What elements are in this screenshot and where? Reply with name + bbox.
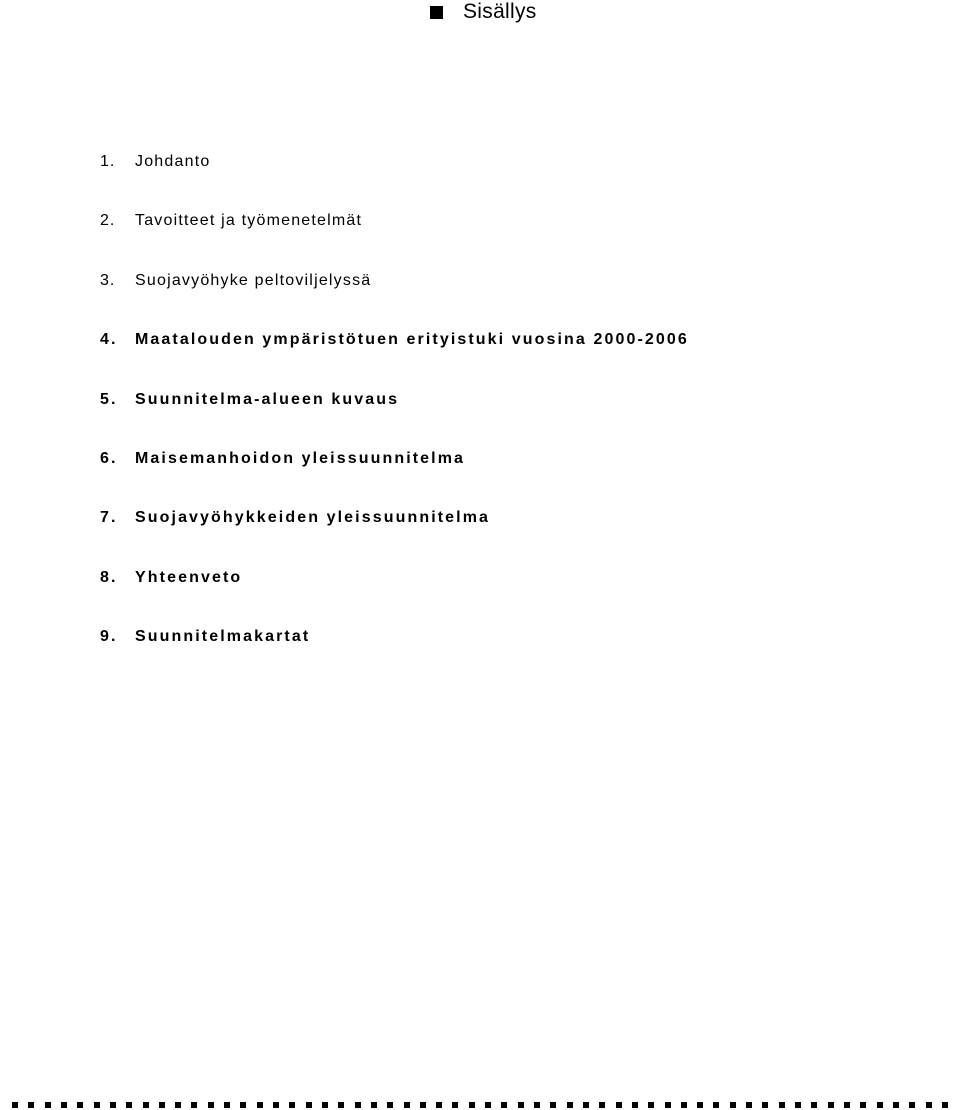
border-dot <box>616 1102 622 1108</box>
page-header <box>430 0 537 24</box>
border-dot <box>648 1102 654 1108</box>
border-dot <box>583 1102 589 1108</box>
toc-text: Suojavyöhyke peltoviljelyssä <box>135 271 372 289</box>
border-dot <box>567 1102 573 1108</box>
toc-number: 3. <box>100 271 116 289</box>
border-dot <box>240 1102 246 1108</box>
toc-item-9[interactable] <box>100 624 689 683</box>
toc-item-4[interactable] <box>100 327 689 386</box>
border-dot <box>697 1102 703 1108</box>
dotted-bottom-border <box>0 1102 960 1108</box>
toc-item-1[interactable] <box>100 149 689 208</box>
border-dot <box>371 1102 377 1108</box>
border-dot <box>795 1102 801 1108</box>
toc-item-8[interactable] <box>100 565 689 624</box>
border-dot <box>811 1102 817 1108</box>
border-dot <box>730 1102 736 1108</box>
square-bullet-icon <box>430 6 443 19</box>
toc-text: Yhteenveto <box>135 568 243 586</box>
toc-item-7[interactable] <box>100 505 689 564</box>
toc-text: Maisemanhoidon yleissuunnitelma <box>135 449 466 467</box>
border-dot <box>860 1102 866 1108</box>
border-dot <box>746 1102 752 1108</box>
border-dot <box>94 1102 100 1108</box>
border-dot <box>713 1102 719 1108</box>
border-dot <box>436 1102 442 1108</box>
toc-item-3[interactable] <box>100 268 689 327</box>
toc-number: 5. <box>100 390 118 408</box>
border-dot <box>159 1102 165 1108</box>
border-dot <box>632 1102 638 1108</box>
toc-text: Suojavyöhykkeiden yleissuunnitelma <box>135 509 491 527</box>
border-dot <box>926 1102 932 1108</box>
border-dot <box>501 1102 507 1108</box>
border-dot <box>844 1102 850 1108</box>
border-dot <box>208 1102 214 1108</box>
border-dot <box>779 1102 785 1108</box>
toc-number: 1. <box>100 153 116 170</box>
border-dot <box>534 1102 540 1108</box>
border-dot <box>175 1102 181 1108</box>
toc-number: 7. <box>100 509 118 527</box>
border-dot <box>387 1102 393 1108</box>
border-dot <box>909 1102 915 1108</box>
toc-number: 4. <box>100 331 118 349</box>
border-dot <box>12 1102 18 1108</box>
toc-number: 9. <box>100 628 118 646</box>
toc-item-5[interactable] <box>100 387 689 446</box>
table-of-contents <box>100 149 689 684</box>
border-dot <box>191 1102 197 1108</box>
toc-text: Suunnitelma-alueen kuvaus <box>135 390 400 408</box>
toc-number: 6. <box>100 449 118 467</box>
border-dot <box>877 1102 883 1108</box>
border-dot <box>665 1102 671 1108</box>
toc-text: Suunnitelmakartat <box>135 628 311 646</box>
border-dot <box>77 1102 83 1108</box>
border-dot <box>143 1102 149 1108</box>
border-dot <box>942 1102 948 1108</box>
border-dot <box>469 1102 475 1108</box>
border-dot <box>273 1102 279 1108</box>
border-dot <box>355 1102 361 1108</box>
border-dot <box>110 1102 116 1108</box>
toc-text: Johdanto <box>135 153 211 170</box>
border-dot <box>828 1102 834 1108</box>
border-dot <box>550 1102 556 1108</box>
toc-number: 8. <box>100 568 118 586</box>
border-dot <box>518 1102 524 1108</box>
border-dot <box>762 1102 768 1108</box>
toc-item-2[interactable] <box>100 208 689 267</box>
border-dot <box>338 1102 344 1108</box>
toc-item-6[interactable] <box>100 446 689 505</box>
toc-text: Tavoitteet ja työmenetelmät <box>135 212 363 230</box>
border-dot <box>404 1102 410 1108</box>
toc-text: Maatalouden ympäristötuen erityistuki vuosina 2000-2006 <box>135 331 689 349</box>
border-dot <box>599 1102 605 1108</box>
border-dot <box>126 1102 132 1108</box>
border-dot <box>485 1102 491 1108</box>
border-dot <box>452 1102 458 1108</box>
border-dot <box>257 1102 263 1108</box>
border-dot <box>224 1102 230 1108</box>
border-dot <box>306 1102 312 1108</box>
border-dot <box>420 1102 426 1108</box>
border-dot <box>61 1102 67 1108</box>
border-dot <box>681 1102 687 1108</box>
border-dot <box>322 1102 328 1108</box>
page-title: Sisällys <box>463 0 537 23</box>
border-dot <box>893 1102 899 1108</box>
toc-number: 2. <box>100 212 116 230</box>
border-dot <box>45 1102 51 1108</box>
border-dot <box>28 1102 34 1108</box>
border-dot <box>289 1102 295 1108</box>
